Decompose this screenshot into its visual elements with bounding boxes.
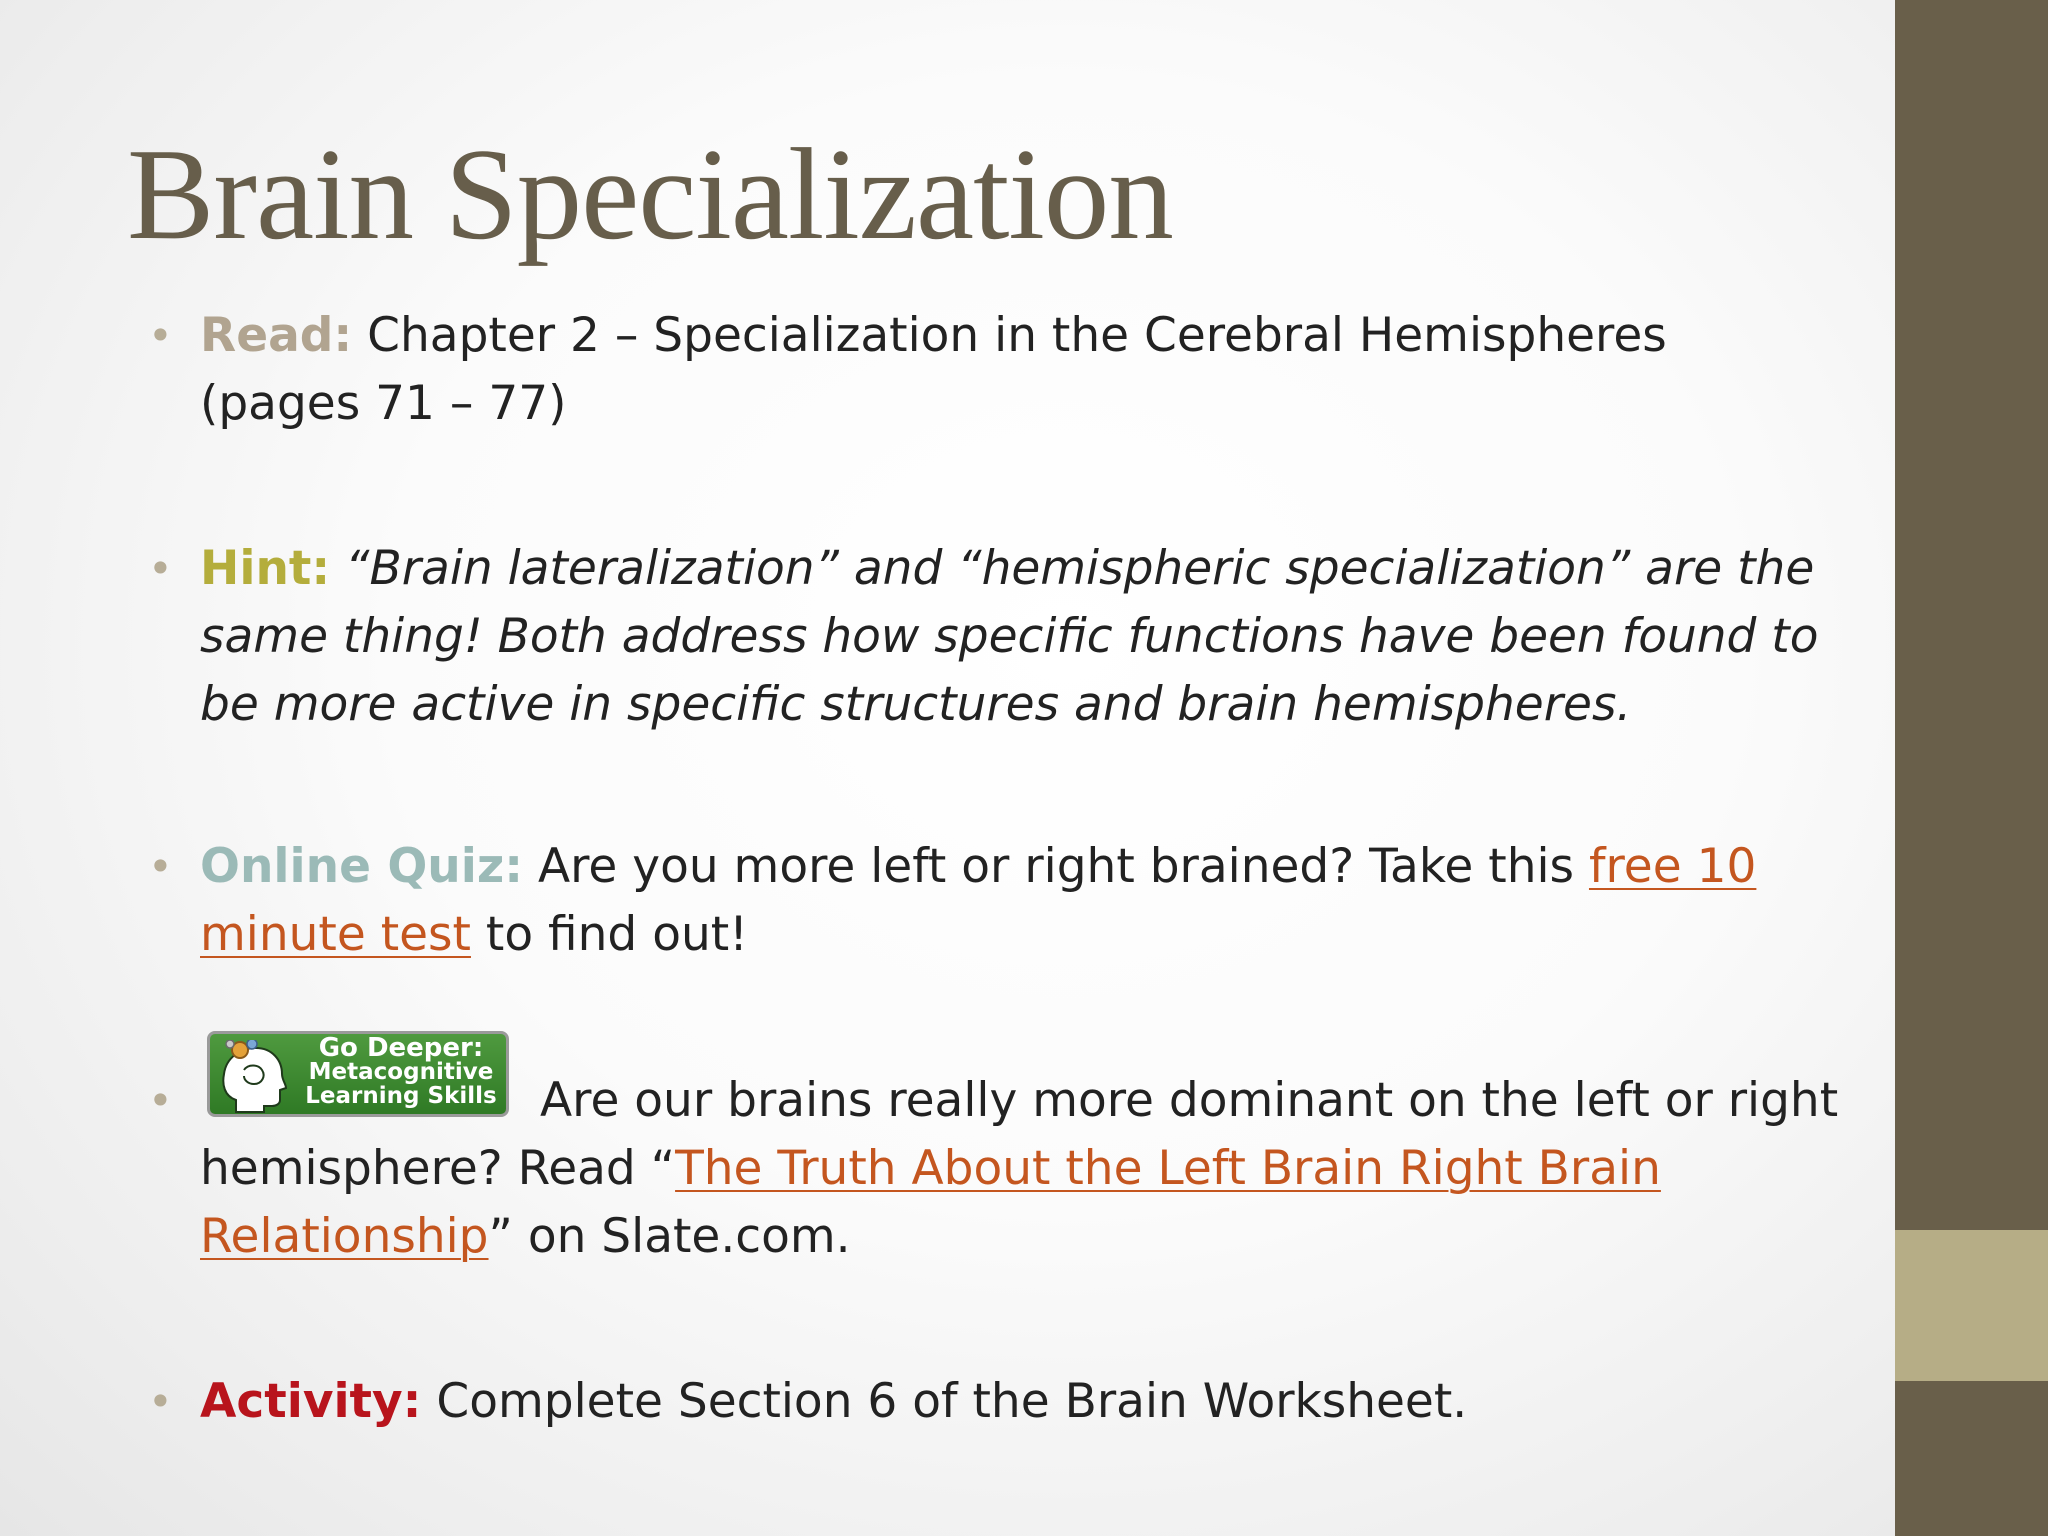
bullet-text-online-quiz: Are you more left or right brained? Take this [523,839,1589,894]
bullet-dot-icon: • [148,842,173,891]
bullet-text-online-quiz-end: to find out! [470,907,749,962]
bullet-label-read: Read: [200,308,353,363]
bullet-text-go-deeper: Are our brains really more dominant on the left or right hemisphere? Read “ [200,1073,1839,1196]
bullet-text-hint: “Brain lateralization” and “hemispheric specialization” are the same thing! Both address how specific functions have been found to be more active in specific structures and brain hemispheres. [200,541,1819,732]
bullet-text-go-deeper-end: ” on Slate.com. [488,1209,851,1264]
bullet-dot-icon: • [148,544,173,593]
bullet-activity [148,1368,1880,1436]
slide-title: Brain Specialization [127,122,1173,267]
bullet-dot-icon: • [148,1377,173,1426]
bullet-text-read-pages: (pages 71 – 77) [200,376,567,431]
bullet-text-read: Chapter 2 – Specialization in the Cerebral Hemispheres [352,308,1667,363]
badge-line-2: Metacognitive [308,1059,494,1085]
bullet-label-online-quiz: Online Quiz: [200,839,524,894]
slate-article-link[interactable]: The Truth About the Left Brain Right Brain Relationship [200,1141,1661,1264]
bullet-dot-icon: • [148,311,173,360]
bullet-label-hint: Hint: [200,541,331,596]
bullet-online-quiz [148,833,1880,969]
bullet-go-deeper [148,1067,1880,1271]
bullet-text-activity: Complete Section 6 of the Brain Worksheet. [421,1374,1468,1429]
badge-line-3: Learning Skills [305,1083,497,1109]
bullet-read [148,302,1880,438]
bullet-hint [148,535,1880,739]
badge-line-1: Go Deeper: [318,1033,484,1063]
bullet-label-activity: Activity: [200,1374,422,1429]
bullet-dot-icon: • [148,1076,173,1125]
free-test-link[interactable]: free 10 minute test [200,839,1757,962]
side-accent [1895,1230,2048,1381]
